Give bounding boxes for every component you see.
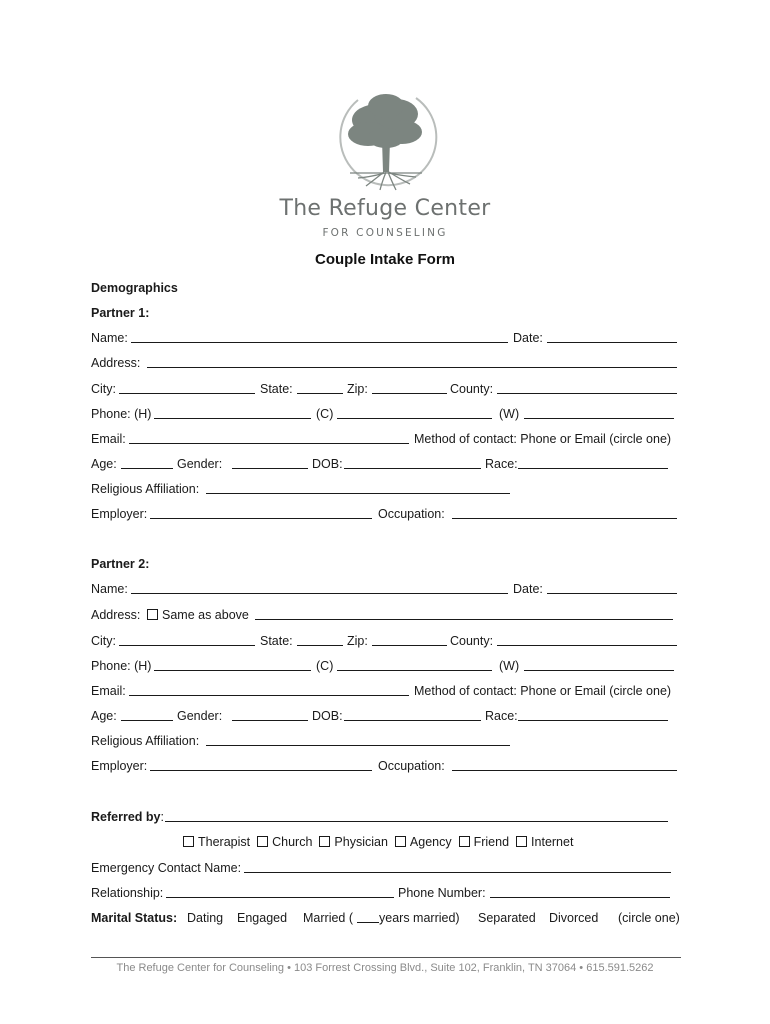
partner2-heading: Partner 2: <box>91 557 150 571</box>
p1-occupation-field[interactable] <box>452 518 677 519</box>
p1-age-row <box>91 455 681 473</box>
referral-label-friend: Friend <box>473 835 510 849</box>
p2-name-label: Name: <box>91 582 128 596</box>
p2-zip-field[interactable] <box>372 645 447 646</box>
p1-state-field[interactable] <box>297 393 343 394</box>
p2-occupation-label: Occupation: <box>378 759 445 773</box>
referral-checkbox-friend[interactable] <box>459 836 470 847</box>
footer-divider <box>91 957 681 958</box>
marital-circle-note: (circle one) <box>618 911 680 925</box>
p2-email-field[interactable] <box>129 695 409 696</box>
referral-label-internet: Internet <box>531 835 574 849</box>
referral-options-row <box>91 833 681 851</box>
marital-married[interactable]: Married ( <box>303 911 354 925</box>
phone-number-label: Phone Number: <box>398 886 486 900</box>
marital-dating[interactable]: Dating <box>187 911 224 925</box>
marital-label: Marital Status: <box>91 911 178 925</box>
form-title: Couple Intake Form <box>314 251 456 268</box>
referred-by-label: Referred by: <box>91 810 164 824</box>
p2-phone-h-field[interactable] <box>154 670 311 671</box>
partner1-heading: Partner 1: <box>91 306 150 320</box>
p2-name-field[interactable] <box>131 593 508 594</box>
p1-employer-label: Employer: <box>91 507 148 521</box>
p2-address-label: Address: <box>91 608 141 622</box>
p1-address-row <box>91 354 681 372</box>
referral-option-church[interactable] <box>257 835 312 849</box>
p1-zip-label: Zip: <box>347 382 368 396</box>
p1-email-field[interactable] <box>129 443 409 444</box>
p2-date-field[interactable] <box>547 593 677 594</box>
p1-city-label: City: <box>91 382 116 396</box>
referral-checkbox-physician[interactable] <box>319 836 330 847</box>
referral-label-physician: Physician <box>334 835 388 849</box>
marital-separated[interactable]: Separated <box>478 911 536 925</box>
p1-religious-field[interactable] <box>206 493 510 494</box>
p2-religious-label: Religious Affiliation: <box>91 734 200 748</box>
p1-county-field[interactable] <box>497 393 677 394</box>
referral-options <box>183 833 580 851</box>
p2-race-field[interactable] <box>518 720 668 721</box>
p2-employer-field[interactable] <box>150 770 372 771</box>
p2-address-field[interactable] <box>255 619 673 620</box>
org-subtitle: FOR COUNSELING <box>322 227 448 239</box>
p2-method-label: Method of contact: Phone or Email (circle one) <box>414 684 672 698</box>
p2-age-field[interactable] <box>121 720 173 721</box>
p2-same-as-above[interactable] <box>147 606 249 624</box>
p2-city-field[interactable] <box>119 645 255 646</box>
p1-date-field[interactable] <box>547 342 677 343</box>
p2-age-row <box>91 707 681 725</box>
p2-phone-h-label: Phone: (H) <box>91 659 152 673</box>
emergency-row <box>91 859 681 877</box>
emergency-field[interactable] <box>244 872 671 873</box>
phone-number-field[interactable] <box>490 897 670 898</box>
referral-label-church: Church <box>272 835 313 849</box>
p2-date-label: Date: <box>513 582 543 596</box>
p1-email-label: Email: <box>91 432 126 446</box>
p2-city-row <box>91 632 681 650</box>
p1-state-label: State: <box>260 382 293 396</box>
p1-phone-h-label: Phone: (H) <box>91 407 152 421</box>
referred-by-field[interactable] <box>165 821 668 822</box>
p1-age-field[interactable] <box>121 468 173 469</box>
p2-email-row <box>91 682 681 700</box>
p1-address-field[interactable] <box>147 367 677 368</box>
p1-dob-field[interactable] <box>344 468 481 469</box>
p2-city-label: City: <box>91 634 116 648</box>
p2-dob-field[interactable] <box>344 720 481 721</box>
logo <box>0 82 770 194</box>
footer-address: The Refuge Center for Counseling • 103 Forrest Crossing Blvd., Suite 102, Franklin, TN 37064 • 615.591.5262 <box>116 962 654 974</box>
relationship-field[interactable] <box>166 897 394 898</box>
referral-option-physician[interactable] <box>319 835 388 849</box>
p1-email-row <box>91 430 681 448</box>
p1-gender-label: Gender: <box>177 457 223 471</box>
relationship-label: Relationship: <box>91 886 164 900</box>
p1-gender-field[interactable] <box>232 468 308 469</box>
referred-by-row <box>91 808 681 826</box>
p2-state-field[interactable] <box>297 645 343 646</box>
p2-county-field[interactable] <box>497 645 677 646</box>
p1-employer-row <box>91 505 681 523</box>
same-as-above-checkbox[interactable] <box>147 609 158 620</box>
p2-state-label: State: <box>260 634 293 648</box>
marital-divorced[interactable]: Divorced <box>549 911 599 925</box>
p1-name-label: Name: <box>91 331 128 345</box>
marital-years-label: years married) <box>379 911 460 925</box>
same-as-above-label: Same as above <box>162 608 249 622</box>
p1-dob-label: DOB: <box>312 457 343 471</box>
p2-email-label: Email: <box>91 684 126 698</box>
referral-option-therapist[interactable] <box>183 835 250 849</box>
p1-name-field[interactable] <box>131 342 508 343</box>
p2-phone-c-label: (C) <box>316 659 334 673</box>
p1-religious-label: Religious Affiliation: <box>91 482 200 496</box>
p1-religious-row <box>91 480 681 498</box>
p1-county-label: County: <box>450 382 494 396</box>
p1-city-field[interactable] <box>119 393 255 394</box>
referral-checkbox-agency[interactable] <box>395 836 406 847</box>
p2-phone-w-field[interactable] <box>524 670 674 671</box>
p1-employer-field[interactable] <box>150 518 372 519</box>
referral-option-agency[interactable] <box>395 835 452 849</box>
p1-phone-w-field[interactable] <box>524 418 674 419</box>
p2-age-label: Age: <box>91 709 117 723</box>
p2-employer-label: Employer: <box>91 759 148 773</box>
p2-county-label: County: <box>450 634 494 648</box>
p2-religious-row <box>91 732 681 750</box>
p1-zip-field[interactable] <box>372 393 447 394</box>
p2-dob-label: DOB: <box>312 709 343 723</box>
p1-city-row <box>91 380 681 398</box>
p1-phone-h-field[interactable] <box>154 418 311 419</box>
p1-phone-c-label: (C) <box>316 407 334 421</box>
p1-race-label: Race: <box>485 457 518 471</box>
p2-phone-w-label: (W) <box>499 659 520 673</box>
p1-phone-c-field[interactable] <box>337 418 492 419</box>
p2-name-row <box>91 580 681 598</box>
p2-phone-row <box>91 657 681 675</box>
referral-option-friend[interactable] <box>459 835 509 849</box>
referral-checkbox-internet[interactable] <box>516 836 527 847</box>
referral-option-internet[interactable] <box>516 835 573 849</box>
p2-gender-label: Gender: <box>177 709 223 723</box>
referral-label-therapist: Therapist <box>198 835 251 849</box>
marital-row <box>91 909 681 927</box>
referral-label-agency: Agency <box>409 835 452 849</box>
p1-race-field[interactable] <box>518 468 668 469</box>
p1-age-label: Age: <box>91 457 117 471</box>
marital-engaged[interactable]: Engaged <box>237 911 288 925</box>
p2-address-row <box>91 606 681 624</box>
p1-occupation-label: Occupation: <box>378 507 445 521</box>
p1-address-label: Address: <box>91 356 141 370</box>
p2-race-label: Race: <box>485 709 518 723</box>
p1-phone-w-label: (W) <box>499 407 520 421</box>
demographics-heading: Demographics <box>91 281 178 295</box>
p2-phone-c-field[interactable] <box>337 670 492 671</box>
p2-occupation-field[interactable] <box>452 770 677 771</box>
p1-phone-row <box>91 405 681 423</box>
p2-employer-row <box>91 757 681 775</box>
years-married-field[interactable] <box>357 922 379 923</box>
p1-method-label: Method of contact: Phone or Email (circle one) <box>414 432 672 446</box>
referral-checkbox-therapist[interactable] <box>183 836 194 847</box>
p2-religious-field[interactable] <box>206 745 510 746</box>
p2-zip-label: Zip: <box>347 634 368 648</box>
p1-name-row <box>91 329 681 347</box>
relationship-row <box>91 884 681 902</box>
p1-date-label: Date: <box>513 331 543 345</box>
referral-checkbox-church[interactable] <box>257 836 268 847</box>
p2-gender-field[interactable] <box>232 720 308 721</box>
tree-logo-icon <box>330 82 440 194</box>
org-name: The Refuge Center <box>279 196 491 221</box>
emergency-label: Emergency Contact Name: <box>91 861 242 875</box>
